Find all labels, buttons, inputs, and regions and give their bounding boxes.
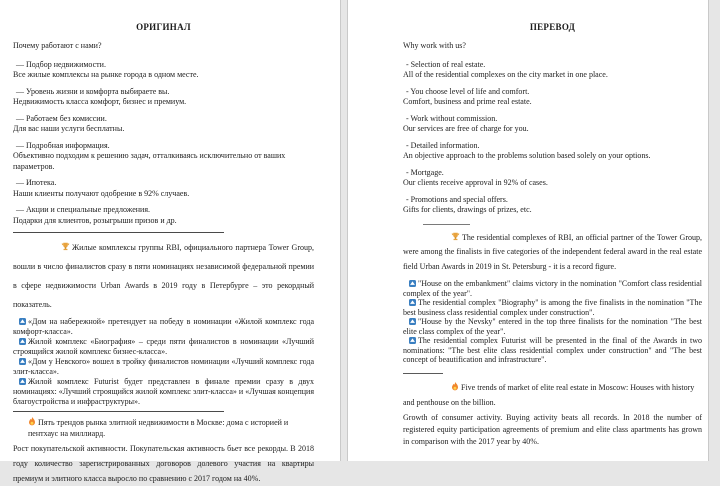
benefit-body: All of the residential complexes on the city market in one place.	[403, 70, 608, 79]
page-title-translation: ПЕРЕВОД	[529, 22, 576, 32]
paragraph-text: The residential complex "Biography" is among the five finalists in the nomination "The best business class residential complex under construction".	[403, 298, 702, 317]
award-paragraph	[403, 231, 702, 275]
nomination-item	[403, 298, 702, 317]
fire-icon	[427, 382, 459, 391]
paragraph-text: "House on the embankment" claims victory in the nomination "Comfort class residential complex of the year".	[403, 279, 702, 298]
benefit-item	[13, 60, 314, 81]
paragraph-text: Пять трендов рынка элитной недвижимости в Москве: дома с историей и пентхаус на миллиард.	[28, 418, 289, 438]
paragraph-text: The residential complexes of RBI, an official partner of the Tower Group, were among the finalists in five categories of the independent federal award in the real estate field Urban Awards in 2019 in St. Petersburg - it is a record figure.	[403, 232, 702, 271]
trends-heading	[13, 417, 314, 439]
benefit-heading: — Работаем без комиссии.	[16, 113, 107, 123]
paragraph-text: Жилой комплекс «Биография» – среди пяти финалистов в номинации «Лучший строящийся жилой комплекс бизнес-класса».	[13, 337, 314, 356]
benefit-body: Gifts for clients, drawings of prizes, etc.	[403, 205, 532, 214]
paragraph-text: The residential complex Futurist will be presented in the final of the Awards in two nominations: "The best elite class residential complex under construction" and "The best concept of beautification and infrastructure".	[403, 336, 702, 364]
section-divider	[403, 373, 443, 374]
section-divider	[423, 224, 470, 225]
benefit-body: Our clients receive approval in 92% of cases.	[403, 178, 548, 187]
benefit-body: Comfort, business and prime real estate.	[403, 97, 532, 106]
trends-heading	[403, 380, 702, 410]
section-divider	[13, 232, 224, 233]
blue-marker-icon	[16, 318, 26, 325]
trophy-icon	[427, 232, 460, 241]
benefit-item	[13, 178, 314, 199]
canvas-right-margin	[709, 0, 720, 461]
trophy-icon	[37, 242, 70, 251]
benefit-body: Подарки для клиентов, розыгрыши призов и др.	[13, 215, 177, 225]
paragraph-text: «Дом на набережной» претендует на победу в номинации «Жилой комплекс года комфорт-класса».	[13, 317, 314, 336]
page-title-original: ОРИГИНАЛ	[136, 22, 191, 32]
page-original	[0, 0, 341, 483]
benefit-item	[403, 87, 702, 108]
benefit-heading: - Mortgage.	[406, 167, 444, 177]
benefit-item	[13, 87, 314, 108]
benefit-item	[403, 168, 702, 189]
blue-marker-icon	[406, 318, 416, 325]
benefit-body: Наши клиенты получают одобрение в 92% случаев.	[13, 188, 190, 198]
benefit-body: Все жилые комплексы на рынке города в одном месте.	[13, 70, 199, 79]
award-paragraph	[13, 238, 314, 314]
blue-marker-icon	[16, 338, 26, 345]
blue-marker-icon	[406, 337, 416, 344]
blue-marker-icon	[16, 378, 26, 385]
blue-marker-icon	[406, 280, 416, 287]
blue-marker-icon	[16, 358, 26, 365]
paragraph-text: «Дом у Невского» вошел в тройку финалистов номинации «Лучший комплекс года элит-класса».	[13, 357, 314, 376]
benefit-heading: - Promotions and special offers.	[406, 194, 508, 204]
benefit-item	[13, 205, 314, 226]
benefit-heading: — Ипотека.	[16, 178, 57, 187]
paragraph-text: Жилой комплекс Futurist будет представлен в финале премии сразу в двух номинациях: «Лучший строящийся жилой комплекс элит-класса» и «Лучшая концепция благоустройства и инфраструктуры».	[13, 377, 314, 406]
nomination-item	[403, 317, 702, 336]
fire-icon	[28, 417, 36, 426]
benefit-heading: - You choose level of life and comfort.	[406, 86, 530, 96]
section-divider	[13, 411, 224, 412]
benefit-body: Для вас наши услуги бесплатны.	[13, 124, 125, 133]
benefit-heading: - Selection of real estate.	[406, 59, 486, 69]
blue-marker-icon	[406, 299, 416, 306]
trends-body: Growth of consumer activity. Buying activity beats all records. In 2018 the number of registered equity participation agreements of premium and elite class apartments has grown in comparison with the 2017 year by 40%.	[403, 412, 702, 446]
paragraph-text: "House by the Nevsky" entered in the top three finalists for the nomination "The best elite class complex of the year".	[403, 317, 702, 336]
benefit-body: Недвижимость класса комфорт, бизнес и премиум.	[13, 97, 187, 106]
nomination-item	[13, 317, 314, 337]
benefit-heading: - Work without commission.	[406, 113, 498, 123]
intro-question: Why work with us?	[403, 41, 466, 50]
benefit-body: An objective approach to the problems solution based solely on your options.	[403, 151, 651, 160]
benefit-heading: — Уровень жизни и комфорта выбираете вы.	[16, 86, 170, 96]
page-gap	[341, 0, 347, 461]
benefit-item	[13, 141, 314, 173]
nomination-item	[13, 337, 314, 357]
paragraph-text: Five trends of market of elite real estate in Moscow: Houses with history and penthouse on the billion.	[403, 382, 695, 407]
benefit-item	[403, 141, 702, 162]
benefit-heading: — Подбор недвижимости.	[16, 59, 106, 69]
benefit-item	[403, 60, 702, 81]
benefit-item	[403, 114, 702, 135]
page-translation	[347, 0, 709, 461]
nomination-item	[403, 279, 702, 298]
nomination-item	[13, 377, 314, 407]
nomination-item	[13, 357, 314, 377]
trends-body: Рост покупательской активности. Покупательская активность бьет все рекорды. В 2018 году количество зарегистрированных договоров долевого участия на квартиры премиум и элитного класса выросло по сравнению с 2017 годом на 40%.	[13, 444, 314, 483]
benefit-body: Объективно подходим к решению задач, отталкиваясь исключительно от ваших параметров.	[13, 151, 286, 171]
nomination-item	[403, 336, 702, 365]
benefit-item	[403, 195, 702, 216]
benefit-heading: - Detailed information.	[406, 140, 480, 150]
benefit-heading: — Акции и специальные предложения.	[16, 205, 151, 214]
benefit-heading: — Подробная информация.	[16, 140, 110, 150]
benefit-body: Our services are free of charge for you.	[403, 124, 529, 133]
intro-question: Почему работают с нами?	[13, 41, 102, 50]
benefit-item	[13, 114, 314, 135]
paragraph-text: Жилые комплексы группы RBI, официального партнера Tower Group, вошли в число финалистов сразу в пяти номинациях независимой федеральной премии в сфере недвижимости Urban Awards в 2019 году в Петербурге – это рекордный показатель.	[13, 243, 314, 309]
